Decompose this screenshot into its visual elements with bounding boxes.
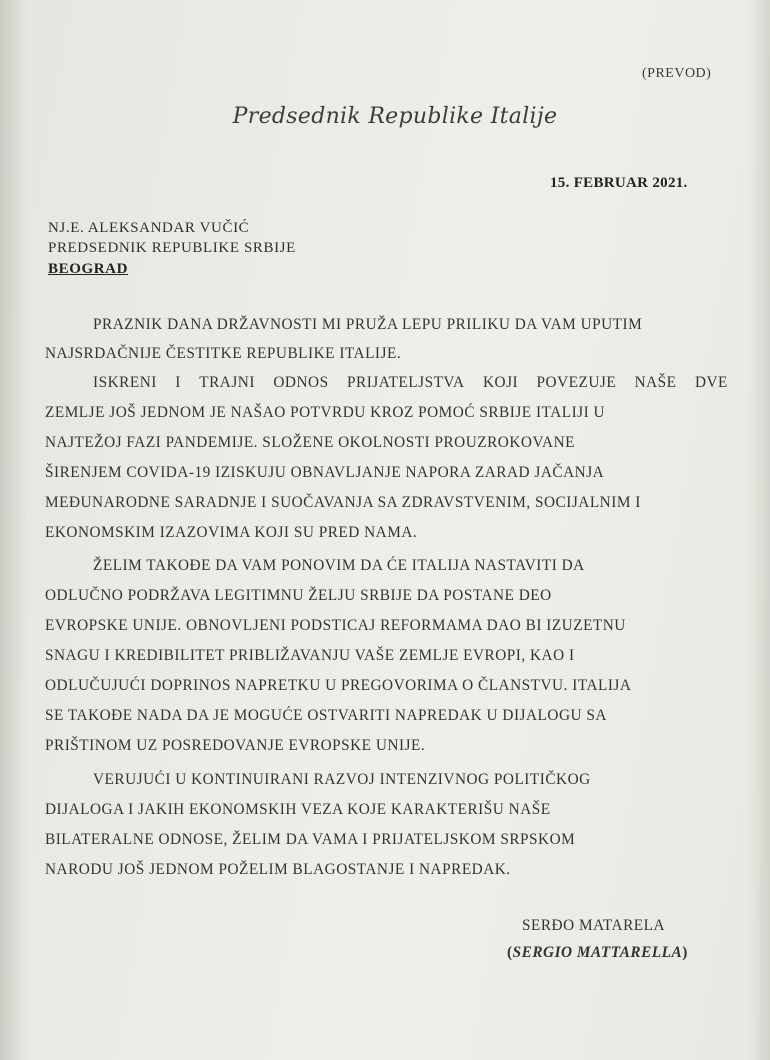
recipient-city: BEOGRAD [48,261,129,277]
body-line: BILATERALNE ODNOSE, ŽELIM DA VAMA I PRIJATELJSKOM SRPSKOM [45,831,576,848]
body-word: DVE [694,374,728,391]
body-line: DIJALOGA I JAKIH EKONOMSKIH VEZA KOJE KARAKTERIŠU NAŠE [45,801,551,818]
signature-paren-close: ) [682,944,688,961]
body-line: ŠIRENJEM COVIDA-19 IZISKUJU OBNAVLJANJE NAPORA ZARAD JAČANJA [45,464,605,481]
body-line: SNAGU I KREDIBILITET PRIBLIŽAVANJU VAŠE ZEMLJE EVROPI, KAO I [45,647,575,664]
body-word: ODNOS [273,374,329,391]
body-line: NAJTEŽOJ FAZI PANDEMIJE. SLOŽENE OKOLNOSTI PROUZROKOVANE [45,434,575,451]
body-word: POVEZUJE [536,374,617,391]
body-line: ZEMLJE JOŠ JEDNOM JE NAŠAO POTVRDU KROZ POMOĆ SRBIJE ITALIJI U [45,404,606,421]
signature-name: SERĐO MATARELA [522,917,666,934]
letterhead-title: Predsednik Republike Italije [232,104,558,129]
body-line: EVROPSKE UNIJE. OBNOVLJENI PODSTICAJ REFORMAMA DAO BI IZUZETNU [45,617,626,634]
body-line: VERUJUĆI U KONTINUIRANI RAZVOJ INTENZIVNOG POLITIČKOG [93,771,591,788]
signature-original-text: SERGIO MATTARELLA [512,944,683,961]
body-word: NAŠE [634,374,677,391]
page-shadow-right [748,0,770,1060]
body-word: ISKRENI [93,374,157,391]
body-word: PRIJATELJSTVA [346,374,465,391]
body-line: PRIŠTINOM UZ POSREDOVANJE EVROPSKE UNIJE. [45,737,426,754]
letter-date: 15. FEBRUAR 2021. [550,175,688,191]
recipient-title: PREDSEDNIK REPUBLIKE SRBIJE [48,240,296,256]
body-line: ODLUČUJUĆI DOPRINOS NAPRETKU U PREGOVORIMA O ČLANSTVU. ITALIJA [45,677,632,694]
body-line: EKONOMSKIM IZAZOVIMA KOJI SU PRED NAMA. [45,524,418,541]
body-line: ODLUČNO PODRŽAVA LEGITIMNU ŽELJU SRBIJE DA POSTANE DEO [45,587,552,604]
body-word: KOJI [482,374,519,391]
body-line: NAJSRDAČNIJE ČESTITKE REPUBLIKE ITALIJE. [45,345,402,362]
signature-paren-open: ( [507,944,513,961]
page-shadow-left [0,0,28,1060]
body-line: PRAZNIK DANA DRŽAVNOSTI MI PRUŽA LEPU PRILIKU DA VAM UPUTIM [93,316,643,333]
body-line: ŽELIM TAKOĐE DA VAM PONOVIM DA ĆE ITALIJA NASTAVITI DA [93,557,585,574]
body-line: SE TAKOĐE NADA DA JE MOGUĆE OSTVARITI NAPREDAK U DIJALOGU SA [45,707,607,724]
body-line [93,374,728,392]
translation-mark: (PREVOD) [642,66,712,81]
signature-original-name [507,944,688,962]
body-line: MEĐUNARODNE SARADNJE I SUOČAVANJA SA ZDRAVSTVENIM, SOCIJALNIM I [45,494,641,511]
body-word: I [175,374,181,391]
recipient-name: NJ.E. ALEKSANDAR VUČIĆ [48,220,250,236]
body-line: NARODU JOŠ JEDNOM POŽELIM BLAGOSTANJE I NAPREDAK. [45,861,511,878]
body-word: TRAJNI [199,374,255,391]
